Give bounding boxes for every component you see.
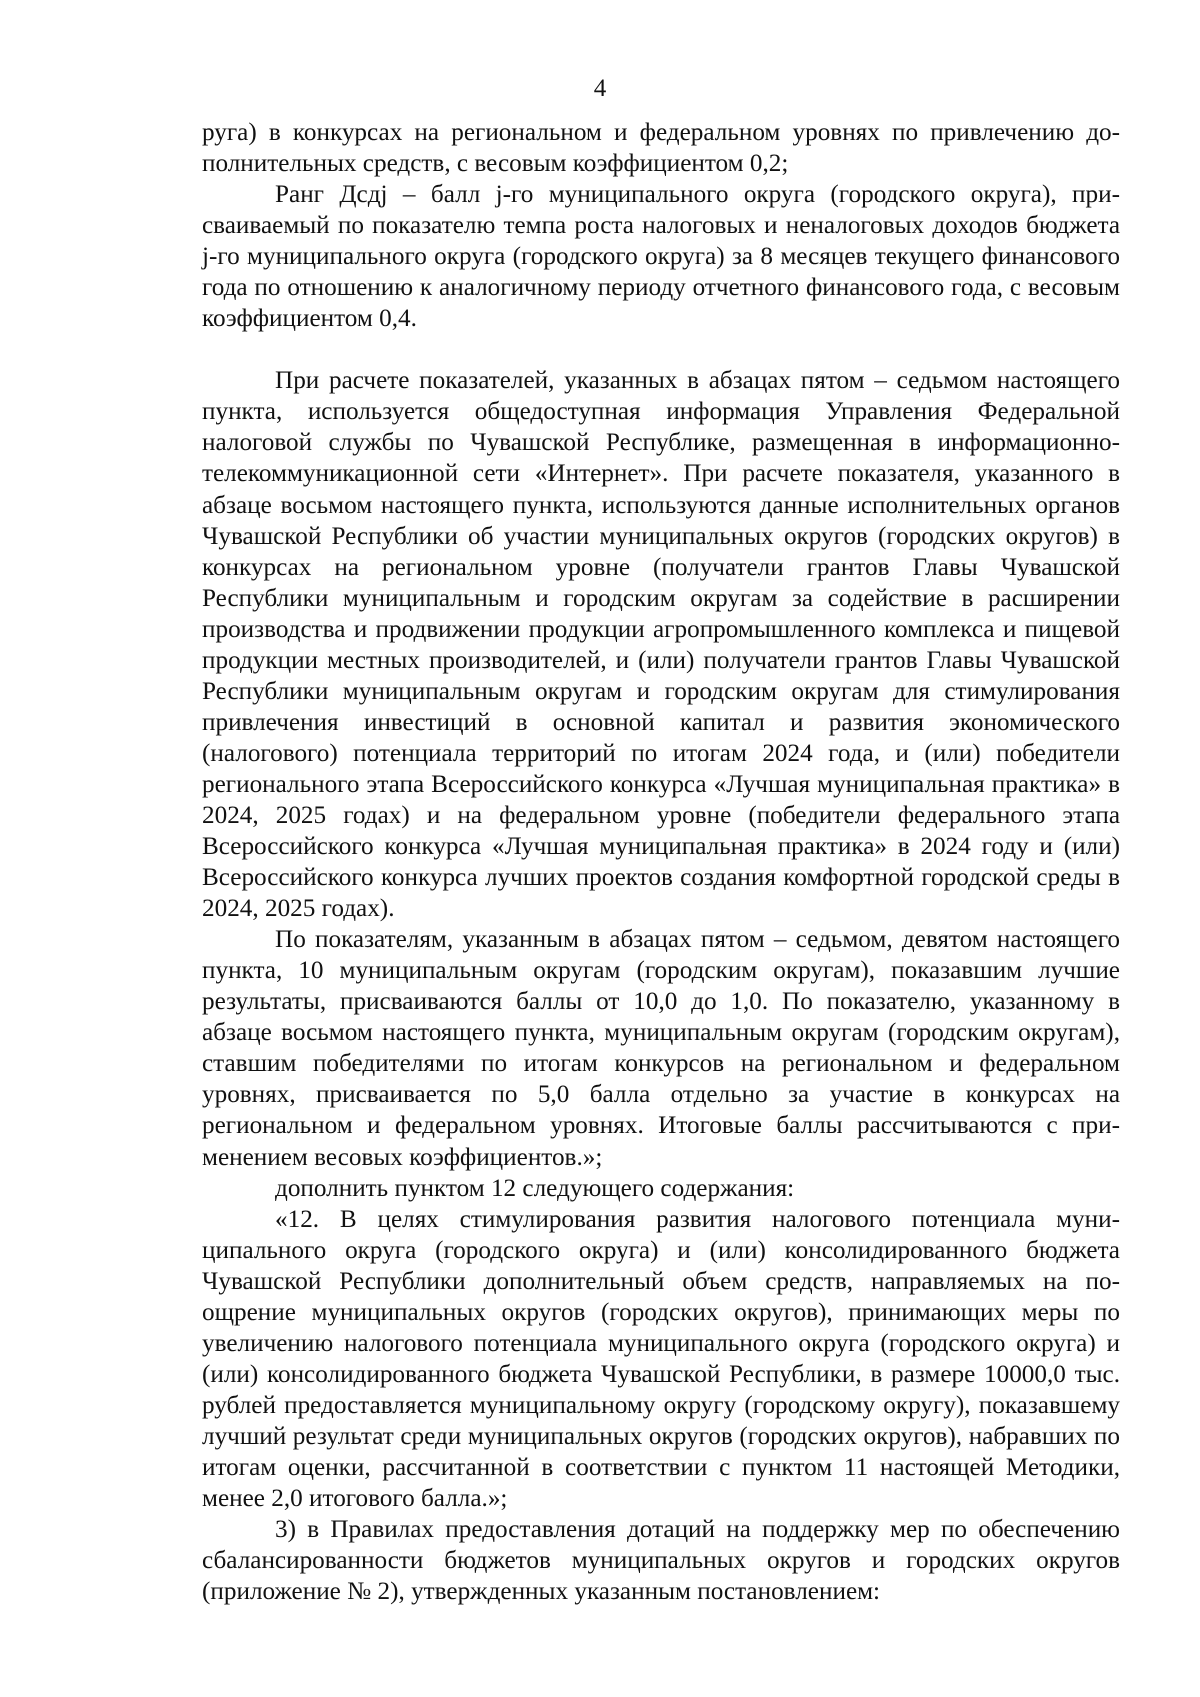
document-body [202,117,1120,1607]
paragraph-continuation: руга) в конкурсах на региональном и федеральном уровнях по привлечению дополнительных средств, с весовым коэффициентом 0,2; [202,119,1120,178]
page-number: 4 [593,75,607,102]
paragraph-point-12: «12. В целях стимулирования развития налогового потенциала муниципального округа (городского округа) и (или) консолидированного бюджета Чувашской Республики дополнительный объем средств, направляемых на поощрение муниципальных округов (городских округов), принимающих меры по увеличению налогового потенциала муниципального округа (городского округа) и (или) консолидированного бюджета Чувашской Республики, в размере 10000,0 тыс. рублей предоставляется муниципальному округу (городскому округу), показавшему лучший результат среди муниципальных округов (городских округов), набравших по итогам оценки, рассчитанной в соответствии с пунктом 11 настоящей Методики, менее 2,0 итогового балла.»; [202,1205,1120,1513]
paragraph-subitem-3: 3) в Правилах предоставления дотаций на поддержку мер по обеспечению сбалансированности бюджетов муниципальных округов и городских округов (приложение № 2), утвержденных указанным постановлением: [202,1516,1120,1606]
paragraph-rank-definition: Ранг Дсдj – балл j-го муниципального округа (городского округа), присваиваемый по показателю темпа роста налоговых и неналоговых доходов бюджета j-го муниципального округа (городского округа) за 8 месяцев текущего финансового года по отношению к аналогичному периоду отчетного финансового года, с весовым коэффициентом 0,4. [202,181,1120,333]
paragraph-amendment-intro: дополнить пунктом 12 следующего содержания: [275,1174,795,1202]
paragraph-indicator-sources: При расчете показателей, указанных в абзацах пятом – седьмом настоящего пункта, используется общедоступная информация Управления Федеральной налоговой службы по Чувашской Республике, размещенная в информационно-телекоммуникационной сети «Интернет». При расчете показателя, указанного в абзаце восьмом настоящего пункта, используются данные исполнительных органов Чувашской Республики об участии муниципальных округов (городских округов) в конкурсах на региональном уровне (получатели грантов Главы Чувашской Республики муниципальным и городским округам за содействие в расширении производства и продвижении продукции агропромышленного комплекса и пищевой продукции местных производителей, и (или) получатели грантов Главы Чувашской Республики муниципальным округам и городским округам для стимулирования привлечения инвестиций в основной капитал и развития экономического (налогового) потенциала территорий по итогам 2024 года, и (или) победители регионального этапа Всероссийского конкурса «Лучшая муниципальная практика» в 2024, 2025 годах) и на федеральном уровне (победители федерального этапа Всероссийского конкурса «Лучшая муниципальная практика» в 2024 году и (или) Всероссийского конкурса лучших проектов создания комфортной городской среды в 2024, 2025 годах). [202,367,1120,923]
paragraph-scoring-rules: По показателям, указанным в абзацах пятом – седьмом, девятом настоящего пункта, 10 муниципальным округам (городским округам), показавшим лучшие результаты, присваиваются баллы от 10,0 до 1,0. По показателю, указанному в абзаце восьмом настоящего пункта, муниципальным округам (городским округам), ставшим победителями по итогам конкурсов на региональном и федеральном уровнях, присваивается по 5,0 балла отдельно за участие в конкурсах на региональном и федеральном уровнях. Итоговые баллы рассчитываются с применением весовых коэффициентов.»; [202,926,1120,1171]
